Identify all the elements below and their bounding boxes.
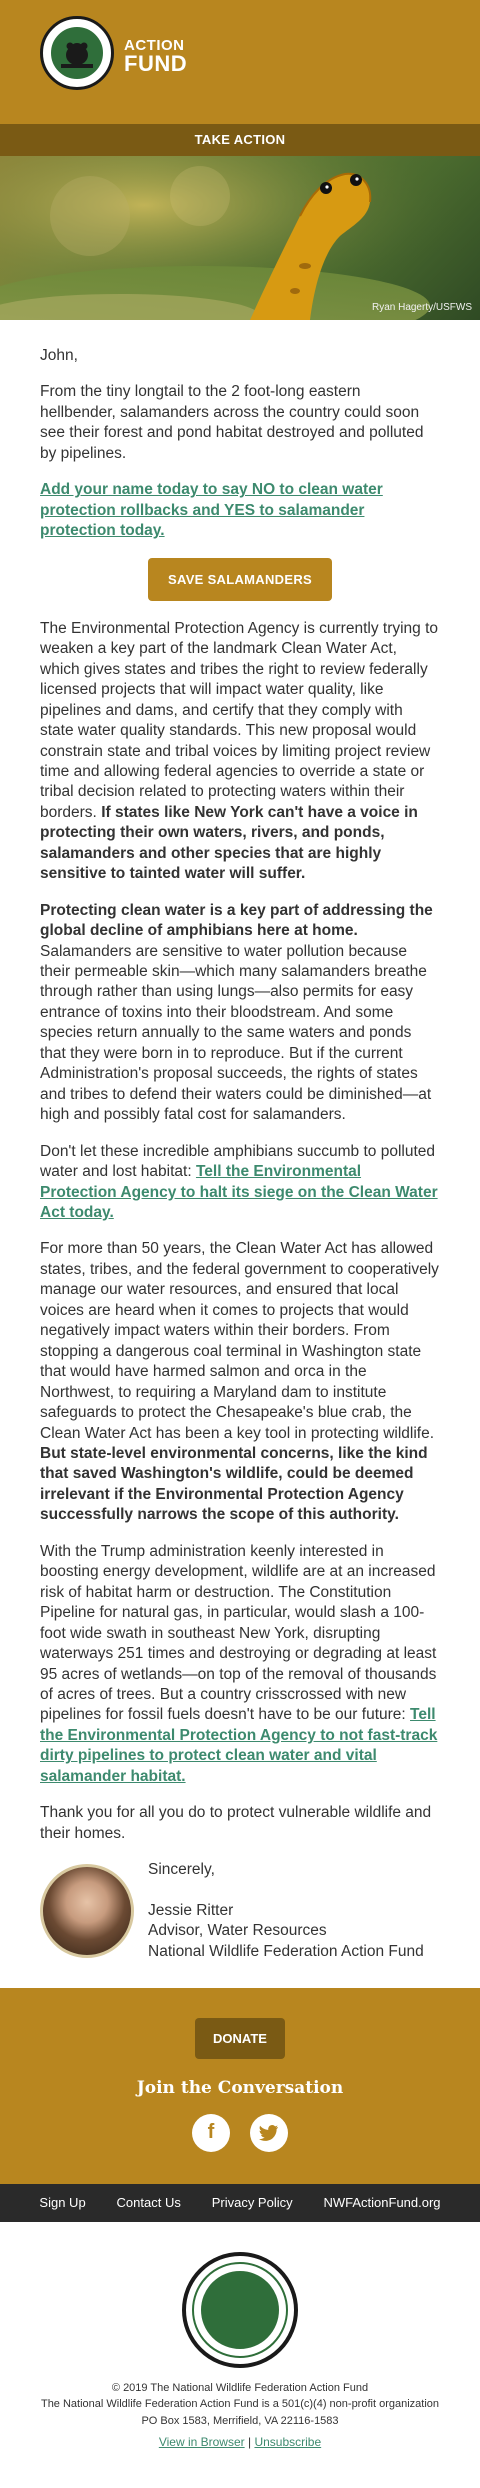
nwf-seal-logo: [182, 2252, 298, 2368]
brand-line-1: ACTION: [124, 37, 185, 54]
photo-credit: Ryan Hagerty/USFWS: [371, 301, 472, 313]
donate-button[interactable]: DONATE: [195, 2018, 285, 2059]
twitter-icon[interactable]: [250, 2114, 288, 2152]
paragraph-1: [40, 619, 440, 885]
intro-paragraph: From the tiny longtail to the 2 foot-long eastern hellbender, salamanders across the country could soon see their forest and pond habitat destroyed and polluted by pipelines.: [40, 383, 424, 462]
paragraph-2-bold: Protecting clean water is a key part of addressing the global decline of amphibians here at home.: [40, 901, 433, 940]
paragraph-2: [40, 901, 440, 1126]
twitter-bird-glyph: [259, 2124, 279, 2142]
intro-link[interactable]: Add your name today to say NO to clean water protection rollbacks and YES to salamander protection today.: [40, 481, 383, 540]
contact-us-link[interactable]: Contact Us: [116, 2195, 181, 2211]
paragraph-1-text: The Environmental Protection Agency is currently trying to weaken a key part of the landmark Clean Water Act, which gives states and tribes the right to review federally licensed projects that will impact water quality, like pipelines and dams, and certify that they comply with state water quality standards. This new proposal would constrain state and tribal voices by limiting project review time and allowing federal agencies to override a state or tribal decision related to protecting waters within their borders.: [40, 619, 439, 821]
facebook-glyph: f: [207, 2121, 215, 2144]
nwf-logo[interactable]: [40, 16, 114, 90]
header: [0, 0, 480, 124]
legal-text: The National Wildlife Federation Action Fund is a 501(c)(4) non-profit organization: [40, 2398, 440, 2411]
paragraph-6: Thank you for all you do to protect vulnerable wildlife and their homes.: [40, 1804, 432, 1842]
view-in-browser-link[interactable]: View in Browser: [158, 2435, 245, 2450]
paragraph-4-text: For more than 50 years, the Clean Water Act has allowed states, tribes, and the federal government to cooperatively manage our water resources, and ensured that local voices are heard when it comes to projects that would negatively impact waters within their borders. From stopping a dangerous coal terminal in Washington state that would have harmed salmon and orca in the Northwest, to requiring a Maryland dam to institute safeguards to protect the Chesapeake's blue crab, the Clean Water Act has been a key tool in protecting wildlife.: [40, 1240, 439, 1442]
signer-org: National Wildlife Federation Action Fund: [148, 1942, 424, 1960]
footer-donate-section: [0, 1988, 480, 2184]
avatar: [40, 1864, 134, 1958]
brand-line-2: FUND: [124, 51, 188, 76]
paragraph-4-bold: But state-level environmental concerns, like the kind that saved Washington's wildlife, could be deemed irrelevant if the Environmental Protection Agency successfully narrows the scope of this authority.: [40, 1445, 428, 1524]
paragraph-4: [40, 1239, 440, 1525]
unsubscribe-link[interactable]: Unsubscribe: [254, 2435, 322, 2450]
separator: |: [247, 2435, 252, 2450]
email-body: [0, 320, 480, 1962]
brand-wordmark: [124, 38, 187, 75]
paragraph-3-text: Don't let these incredible amphibians succumb to polluted water and lost habitat:: [40, 1142, 435, 1181]
signer-name: Jessie Ritter: [148, 1901, 234, 1919]
paragraph-5-text: With the Trump administration keenly interested in boosting energy development, wildlife are at an increased risk of habitat harm or destruction. The Constitution Pipeline for natural gas, in particular, would slash a 100-foot wide swath in southeast New York, disrupting waterways 251 times and destroying or degrading at least 95 acres of wetlands—on top of the removal of thousands of acres of trees. But a country crisscrossed with new pipelines for fossil fuels doesn't have to be our future:: [40, 1542, 437, 1724]
pipelines-link[interactable]: Tell the Environmental Protection Agency to not fast-track dirty pipelines to protect clean water and vital salamander habitat.: [40, 1706, 438, 1785]
hero-image[interactable]: [0, 156, 480, 320]
join-heading: Join the Conversation: [136, 2078, 344, 2099]
social-links: [0, 2114, 480, 2152]
footer-nav: [0, 2184, 480, 2222]
paragraph-3: [40, 1142, 440, 1224]
salamander-illustration: [0, 156, 480, 320]
signer-title: Advisor, Water Resources: [148, 1922, 327, 1940]
facebook-icon[interactable]: [192, 2114, 230, 2152]
mailing-address: PO Box 1583, Merrifield, VA 22116-1583: [141, 2414, 339, 2427]
footer-legal: [0, 2222, 480, 2452]
website-link[interactable]: NWFActionFund.org: [323, 2195, 441, 2211]
footer-links: [0, 2433, 480, 2451]
epa-siege-link[interactable]: Tell the Environmental Protection Agency to halt its siege on the Clean Water Act today.: [40, 1163, 438, 1222]
take-action-bar[interactable]: TAKE ACTION: [0, 124, 480, 156]
paragraph-2-text: Salamanders are sensitive to water pollution because their permeable skin—which many salamanders breathe through rather than using lungs—also permits for easy entrance of toxins into their bloodstream. And some species return annually to the same waters and ponds that they were born in to reproduce. But if the current Administration's proposal succeeds, the rights of states and tribes to defend their waters could be diminished—at high and possibly fatal cost for salamanders.: [40, 942, 432, 1124]
copyright: © 2019 The National Wildlife Federation Action Fund: [111, 2381, 369, 2394]
greeting: John,: [40, 347, 78, 364]
paragraph-5: [40, 1542, 440, 1787]
signature-block: [40, 1860, 440, 1962]
save-salamanders-button[interactable]: SAVE SALAMANDERS: [148, 558, 332, 601]
privacy-policy-link[interactable]: Privacy Policy: [211, 2195, 293, 2211]
paragraph-1-bold: If states like New York can't have a voice in protecting their own waters, rivers, and ponds, salamanders and other species that are highly sensitive to tainted water will suffer.: [40, 803, 418, 883]
signoff: Sincerely,: [148, 1861, 215, 1879]
bear-icon: [49, 25, 105, 81]
sign-up-link[interactable]: Sign Up: [39, 2195, 86, 2211]
